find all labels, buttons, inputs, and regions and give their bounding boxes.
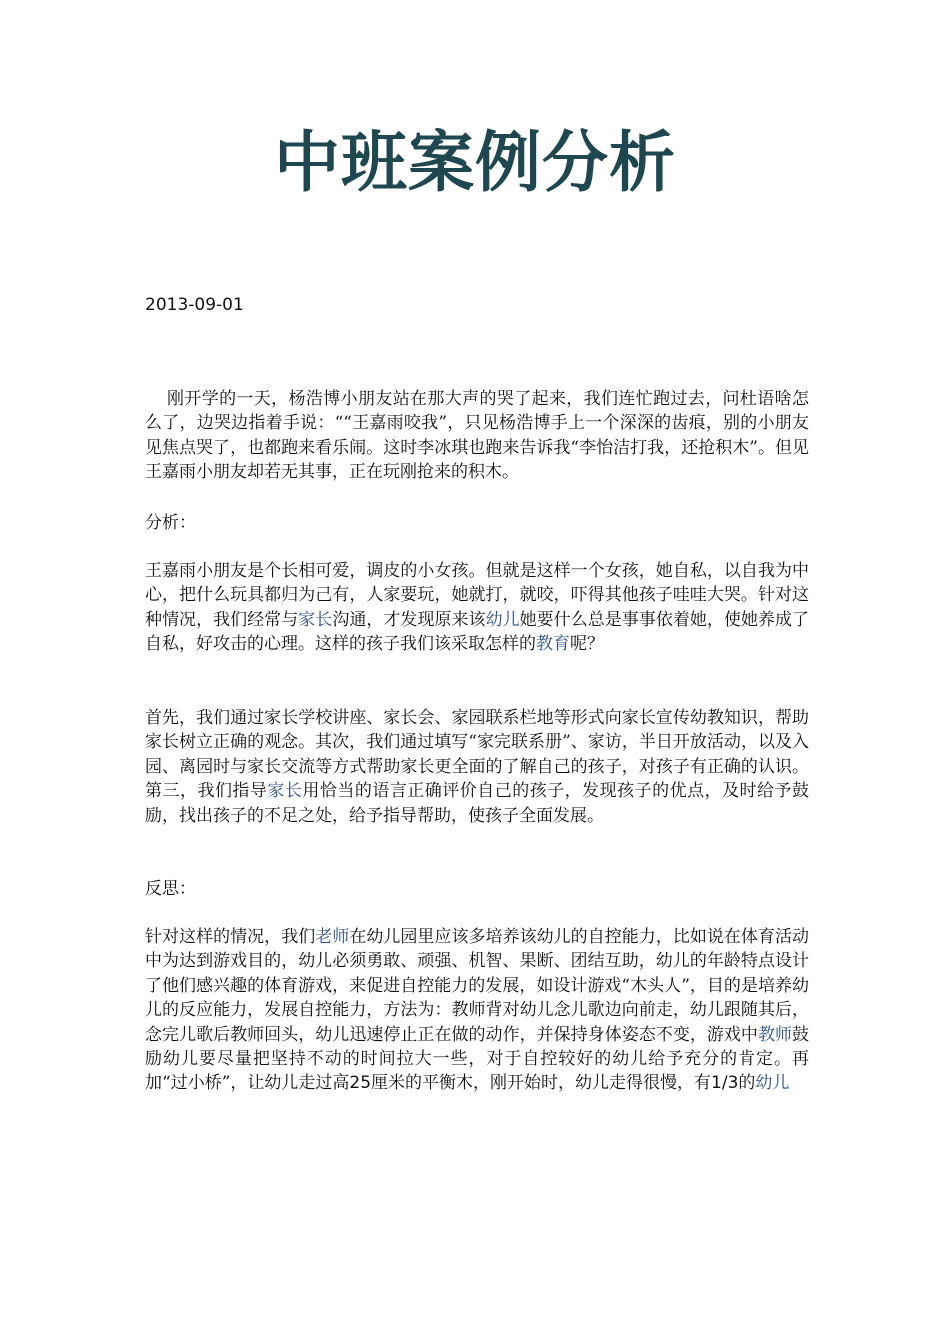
text-span: 王嘉雨小朋友是个长相可爱，调皮的小女孩。但就是这样一个女孩，她自私，以自我为中心，把什么玩具都归为己有，人家要玩，她就打，就咬，吓得其他孩子哇哇大哭。针对这种情况，我们经常与 <box>145 561 809 630</box>
text-span: 厘米的平衡木，刚开始时，幼儿走得很慢，有 <box>371 1073 712 1094</box>
text-span: 在幼儿园里应该多培养该幼儿的自控能力，比如说在体育活动中为达到游戏目的，幼儿必须勇敢、顽强、机智、果断、团结互助，幼儿的年龄特点设计了他们感兴趣的体育游戏，来促进自控能力的发展，如设计游戏“木头人”，目的是培养幼儿的反应能力，发展自控能力，方法为：教师背对幼儿念儿歌边向前走，幼儿跟随其后，念完儿歌后教师回头，幼儿迅速停止正在做的动作，并保持身体姿态不变，游戏中 <box>145 927 810 1045</box>
paragraph-reflection <box>145 925 809 1096</box>
link-teacher[interactable]: 老师 <box>315 927 350 947</box>
text-span: 鼓励幼儿要尽量把坚持不动的时间拉大一些，对于自控较好的幼儿给予充分的肯定。再加“过小桥”，让幼儿走过高 <box>145 1024 810 1094</box>
text-span: 首先，我们通过家长学校讲座、家长会、家园联系栏地等形式向家长宣传幼教知识，帮助家长树立正确的观念。其次，我们通过填写“家完联系册”、家访，半日开放活动，以及入园、离园时与家长交流等方式帮助家长更全面的了解自己的孩子，对孩子有正确的认识。第三，我们指导 <box>145 708 809 802</box>
link-children[interactable]: 幼儿 <box>755 1073 790 1094</box>
analysis-heading: 分析： <box>145 513 196 533</box>
link-teacher-2[interactable]: 教师 <box>757 1024 793 1045</box>
text-span: 沟通，才发现原来该 <box>332 609 486 630</box>
text-span: 呢？ <box>570 634 604 655</box>
paragraph-measures <box>145 706 809 828</box>
link-parents[interactable]: 家长 <box>267 781 303 802</box>
link-education[interactable]: 教育 <box>536 634 570 655</box>
paragraph-analysis <box>145 559 809 657</box>
link-parents[interactable]: 家长 <box>298 609 333 630</box>
paragraph-incident: 刚开学的一天，杨浩博小朋友站在那大声的哭了起来，我们连忙跑过去，问杜语啥怎么了，边哭边指着手说：““王嘉雨咬我”，只见杨浩博手上一个深深的齿痕，别的小朋友见焦点哭了，也都跑来看乐闹。这时李冰琪也跑来告诉我“李怡洁打我，还抢积木”。但见王嘉雨小朋友却若无其事，正在玩刚抢来的积木。 <box>145 389 809 483</box>
text-span: 的 <box>738 1073 756 1094</box>
text-span: 用恰当的语言正确评价自己的孩子，发现孩子的优点，及时给予鼓励，找出孩子的不足之处，给予指导帮助，使孩子全面发展。 <box>145 781 810 826</box>
number-span: 25 <box>349 1073 372 1094</box>
reflection-heading: 反思： <box>145 879 196 899</box>
number-span: 1/3 <box>711 1073 739 1094</box>
text-span: 针对这样的情况，我们 <box>145 927 316 947</box>
text-span: 她要什么总是事事依着她，使她养成了自私，好攻击的心理。这样的孩子我们该采取怎样的 <box>145 609 810 655</box>
page-title: 中班案例分析 <box>274 124 676 201</box>
publish-date: 2013-09-01 <box>145 295 244 315</box>
link-children[interactable]: 幼儿 <box>485 609 520 630</box>
